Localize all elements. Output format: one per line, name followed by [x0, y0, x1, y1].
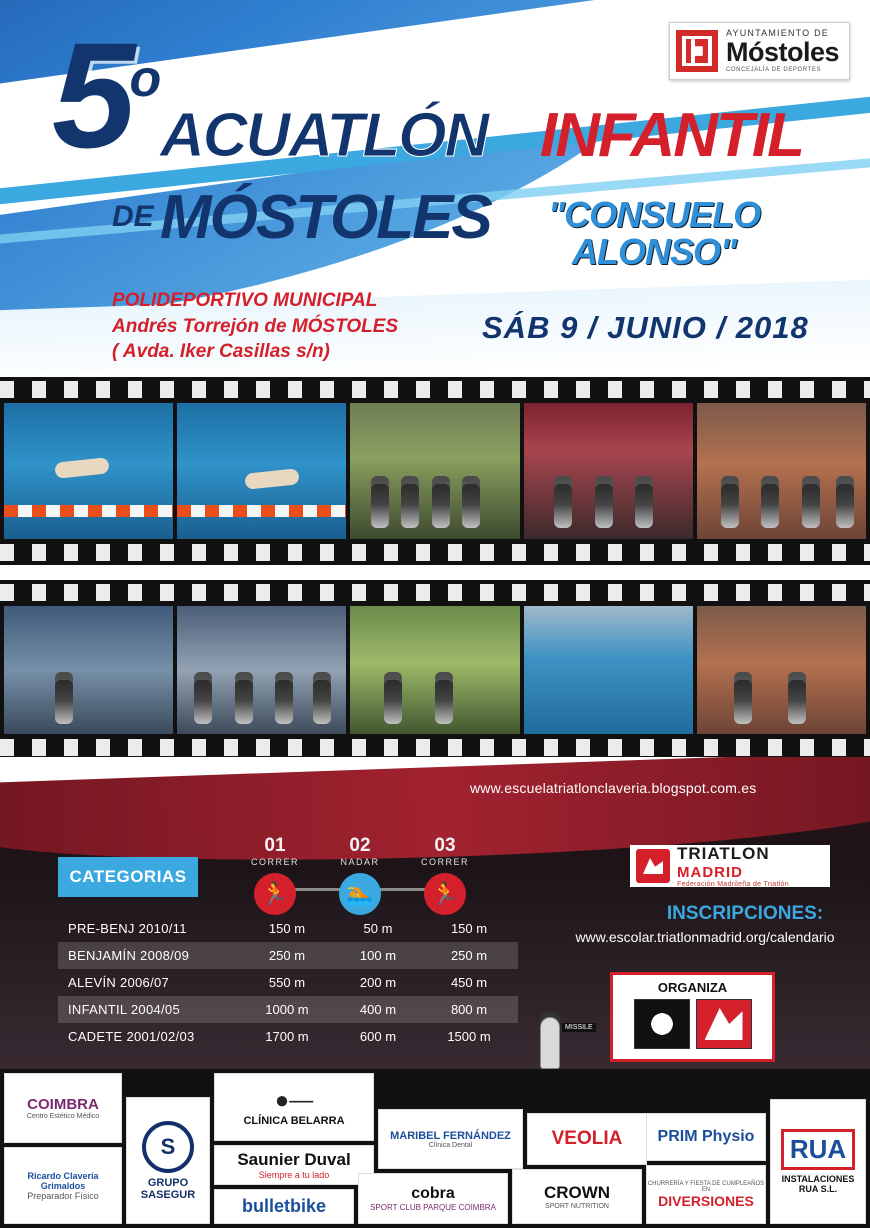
film-perforations-top: [0, 381, 870, 398]
missile-sponsor-graphic: [522, 1017, 592, 1077]
triatlon-claveria-logo-icon: [696, 999, 752, 1049]
category-name: BENJAMÍN 2008/09: [58, 942, 238, 969]
event-date: SÁB 9 / JUNIO / 2018: [482, 310, 809, 345]
segment-3: [400, 835, 490, 915]
registration-url[interactable]: www.escolar.triatlonmadrid.org/calendario: [575, 929, 835, 945]
table-row: [58, 969, 518, 996]
category-name: CADETE 2001/02/03: [68, 1029, 195, 1044]
sponsor-belarra-name: CLÍNICA BELARRA: [243, 1115, 345, 1127]
sponsor-preparador-fisico[interactable]: [4, 1147, 122, 1224]
category-run1: 250 m: [238, 942, 336, 969]
category-run1: 150 m: [268, 921, 306, 936]
table-row: [58, 996, 518, 1023]
category-run1: 1700 m: [265, 1029, 309, 1044]
category-swim: 50 m: [363, 921, 393, 936]
sponsor-saunier-duval[interactable]: [214, 1145, 374, 1185]
segment-3-number: 03: [434, 835, 456, 856]
swimmer-icon: 🏊: [339, 873, 381, 915]
sponsor-crown-name: CROWN: [543, 1183, 611, 1202]
federation-region: MADRID: [677, 864, 743, 881]
edition-number: [52, 11, 156, 179]
ayuntamiento-logo: [669, 22, 850, 80]
photo-pool-swimmer-goggles: [177, 403, 346, 539]
photo-pool-swimmer: [4, 403, 173, 539]
sponsor-veolia-name: VEOLIA: [551, 1128, 623, 1149]
segment-2: [315, 835, 405, 915]
registration-title: INSCRIPCIONES:: [666, 903, 824, 924]
photo-track-runners: [697, 403, 866, 539]
sponsor-maribel-sub: Clínica Dental: [428, 1141, 473, 1149]
sponsor-bulletbike[interactable]: [214, 1189, 354, 1224]
sponsor-diversiones[interactable]: [646, 1165, 766, 1224]
info-panel: [0, 757, 870, 1077]
sponsor-rua-name: INSTALACIONES RUA S.L.: [781, 1174, 855, 1194]
sponsor-maribel-fernandez[interactable]: [378, 1109, 523, 1169]
sponsor-saunier-name: Saunier Duval: [237, 1150, 351, 1169]
category-run2: 800 m: [420, 996, 518, 1023]
federation-subtitle: Federación Madrileña de Triatlón: [677, 881, 789, 888]
category-run2: 250 m: [420, 942, 518, 969]
sponsor-crown-sub: SPORT NUTRITION: [545, 1203, 609, 1210]
sponsor-diversiones-sub: CHURRERÍA Y FIESTA DE CUMPLEAÑOS EN: [647, 1180, 765, 1193]
clinica-belarra-monogram-icon: ●—: [274, 1087, 314, 1114]
table-row: [58, 942, 518, 969]
sponsor-saunier-sub: Siempre a tu lado: [258, 1170, 330, 1180]
segment-1-number: 01: [264, 835, 286, 856]
nickname-line2: ALONSO": [572, 231, 737, 272]
sponsor-cobra-name: cobra: [411, 1185, 455, 1202]
photo-kids-green-caps: [177, 606, 346, 734]
sponsor-crown[interactable]: [512, 1169, 642, 1224]
blog-url[interactable]: www.escuelatriatlonclaveria.blogspot.com.es: [470, 780, 757, 796]
missile-body-icon: [540, 1017, 560, 1069]
sasegur-shield-icon: S: [142, 1121, 194, 1173]
sponsor-rua-instalaciones[interactable]: [770, 1099, 866, 1224]
sponsor-maribel-name: MARIBEL FERNÁNDEZ: [390, 1129, 511, 1142]
poster-header: [0, 0, 870, 375]
film-perforations-bottom: [0, 544, 870, 561]
sponsor-cobra-sub: SPORT CLUB PARQUE COIMBRA: [370, 1203, 496, 1212]
organiza-title: ORGANIZA: [657, 980, 728, 995]
sponsor-cobra-sport-club[interactable]: [358, 1173, 508, 1224]
sponsor-coimbra[interactable]: [4, 1073, 122, 1143]
photo-strip-bottom: [0, 580, 870, 760]
organiza-box: [610, 972, 775, 1062]
ayuntamiento-line1: AYUNTAMIENTO DE: [725, 28, 829, 38]
title-mostoles: MÓSTOLES: [160, 183, 491, 252]
segment-1: [230, 835, 320, 915]
federation-logo: [630, 845, 830, 887]
title-acuatlon: ACUATLÓN: [160, 101, 488, 170]
table-row: [58, 915, 518, 942]
sponsor-rcg-name: Ricardo Clavería Grimaldos: [27, 1170, 99, 1191]
runner-icon: 🏃: [254, 873, 296, 915]
sponsor-prim-physio[interactable]: [646, 1113, 766, 1161]
runner-icon-2: 🏃: [424, 873, 466, 915]
category-swim: 200 m: [359, 975, 397, 990]
sponsor-bulletbike-name: bulletbike: [241, 1196, 326, 1216]
edition-ordinal: o: [129, 50, 156, 108]
ayuntamiento-line3: CONCEJALÍA DE DEPORTES: [725, 66, 822, 73]
table-row: [58, 1023, 518, 1050]
sponsor-prim-name: PRIM Physio: [657, 1128, 755, 1145]
photo-strip-top: [0, 377, 870, 565]
segment-3-label: CORRER: [420, 857, 469, 867]
category-name: PRE-BENJ 2010/11: [68, 921, 187, 936]
triatlon-claveria-escuela-logo-icon: [634, 999, 690, 1049]
sponsor-coimbra-name: COIMBRA: [27, 1096, 99, 1113]
category-name: ALEVÍN 2006/07: [68, 975, 170, 990]
photo-race-start-line: [524, 403, 693, 539]
title-de: DE: [112, 200, 154, 233]
category-swim: 400 m: [336, 996, 420, 1023]
sponsor-diversiones-name: DIVERSIONES: [658, 1192, 754, 1209]
sponsors-bar: [0, 1069, 870, 1228]
venue-line-2: Andrés Torrejón de MÓSTOLES: [112, 315, 399, 337]
film-perforations-bottom-2: [0, 739, 870, 756]
segment-2-number: 02: [349, 835, 371, 856]
category-run2: 1500 m: [447, 1029, 491, 1044]
photo-kids-running-group: [350, 403, 519, 539]
category-swim: 600 m: [359, 1029, 397, 1044]
photo-transition-area: [350, 606, 519, 734]
categories-table: [58, 915, 518, 1050]
category-run1: 1000 m: [238, 996, 336, 1023]
sponsor-veolia[interactable]: [527, 1113, 647, 1165]
categories-header: CATEGORIAS: [58, 857, 198, 897]
category-run1: 550 m: [268, 975, 306, 990]
sponsor-rcg-sub: Preparador Físico: [27, 1190, 99, 1201]
photo-outdoor-pool-lanes: [524, 606, 693, 734]
mostoles-crest-icon: [676, 30, 718, 72]
segment-1-label: CORRER: [250, 857, 299, 867]
category-swim: 100 m: [336, 942, 420, 969]
venue-line-1: POLIDEPORTIVO MUNICIPAL: [112, 290, 378, 311]
category-run2: 150 m: [450, 921, 488, 936]
photo-track-sprint: [697, 606, 866, 734]
film-perforations-top-2: [0, 584, 870, 601]
ayuntamiento-line2: Móstoles: [725, 37, 839, 68]
segment-2-label: NADAR: [340, 857, 380, 867]
venue-line-3: ( Avda. Iker Casillas s/n): [112, 341, 330, 363]
triathlon-madrid-icon: [636, 849, 670, 883]
sponsor-sasegur-name: GRUPO SASEGUR: [140, 1176, 196, 1201]
photo-runner-finish: [4, 606, 173, 734]
nickname-line1: "CONSUELO: [548, 194, 761, 235]
sponsor-sasegur[interactable]: [126, 1097, 210, 1224]
rua-instalaciones-logo-icon: RUA: [781, 1129, 855, 1170]
category-name: INFANTIL 2004/05: [58, 996, 238, 1023]
sponsor-clinica-belarra[interactable]: [214, 1073, 374, 1141]
edition-number-value: 5: [52, 11, 130, 179]
venue-block: [112, 288, 398, 365]
sponsor-coimbra-sub: Centro Estético Médico: [26, 1113, 100, 1120]
title-infantil: INFANTIL: [540, 101, 803, 170]
category-run2: 450 m: [450, 975, 488, 990]
federation-name: TRIATLON: [677, 844, 770, 863]
missile-brand-label: MISSILE: [562, 1023, 596, 1032]
